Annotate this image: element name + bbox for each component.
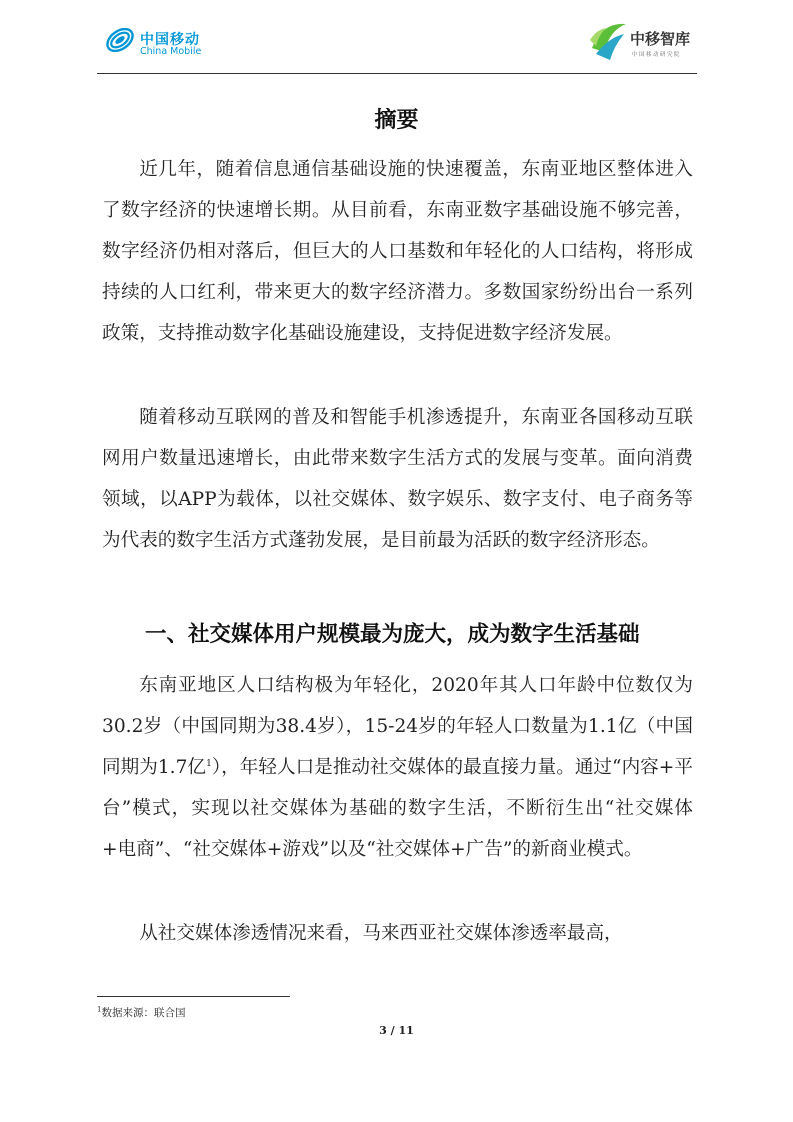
cmri-logo-icon: [588, 18, 630, 64]
footnote: [97, 1005, 185, 1020]
paragraph-3-text-b: ），年轻人口是推动社交媒体的最直接力量。通过“内容+平台”模式，实现以社交媒体为基础的数字生活，不断衍生出“社交媒体+电商”、“社交媒体+游戏”以及“社交媒体+广告”的新商业模式。: [102, 757, 693, 860]
cmri-logo: [588, 18, 698, 66]
footnote-reference[interactable]: 1: [206, 758, 212, 769]
body-paragraph-3: [102, 665, 693, 870]
section-heading: 一、社交媒体用户规模最为庞大，成为数字生活基础: [145, 622, 640, 647]
footnote-text: 数据来源：联合国: [101, 1007, 186, 1019]
page-number: 3 / 11: [379, 1024, 414, 1037]
paragraph-3-text-a: 东南亚地区人口结构极为年轻化，2020年其人口年龄中位数仅为30.2岁（中国同期为38.4岁），15-24岁的年轻人口数量为1.1亿（中国同期为1.7亿: [102, 675, 693, 778]
footnote-marker: 1: [97, 1005, 102, 1014]
cmri-cn-name: 中移智库: [630, 30, 691, 48]
cmri-subtitle: 中国移动研究院: [632, 52, 682, 58]
abstract-paragraph-2: 随着移动互联网的普及和智能手机渗透提升，东南亚各国移动互联网用户数量迅速增长，由此带来数字生活方式的发展与变革。面向消费领域，以APP为载体，以社交媒体、数字娱乐、数字支付、电子商务等为代表的数字生活方式蓬勃发展，是目前最为活跃的数字经济形态。: [102, 407, 693, 551]
abstract-paragraph-1: 近几年，随着信息通信基础设施的快速覆盖，东南亚地区整体进入了数字经济的快速增长期。从目前看，东南亚数字基础设施不够完善，数字经济仍相对落后，但巨大的人口基数和年轻化的人口结构，将形成持续的人口红利，带来更大的数字经济潜力。多数国家纷纷出台一系列政策，支持推动数字化基础设施建设，支持促进数字经济发展。: [102, 159, 693, 344]
page-title: 摘要: [374, 108, 419, 133]
china-mobile-en-name: China Mobile: [140, 46, 202, 57]
footnote-divider: [97, 996, 290, 997]
page-header: [0, 0, 793, 75]
header-divider: [97, 73, 697, 74]
china-mobile-cn-name: 中国移动: [140, 32, 200, 48]
china-mobile-logo-icon: [104, 24, 136, 56]
china-mobile-logo: [104, 24, 224, 64]
body-paragraph-4: 从社交媒体渗透情况来看，马来西亚社交媒体渗透率最高，: [139, 923, 623, 944]
